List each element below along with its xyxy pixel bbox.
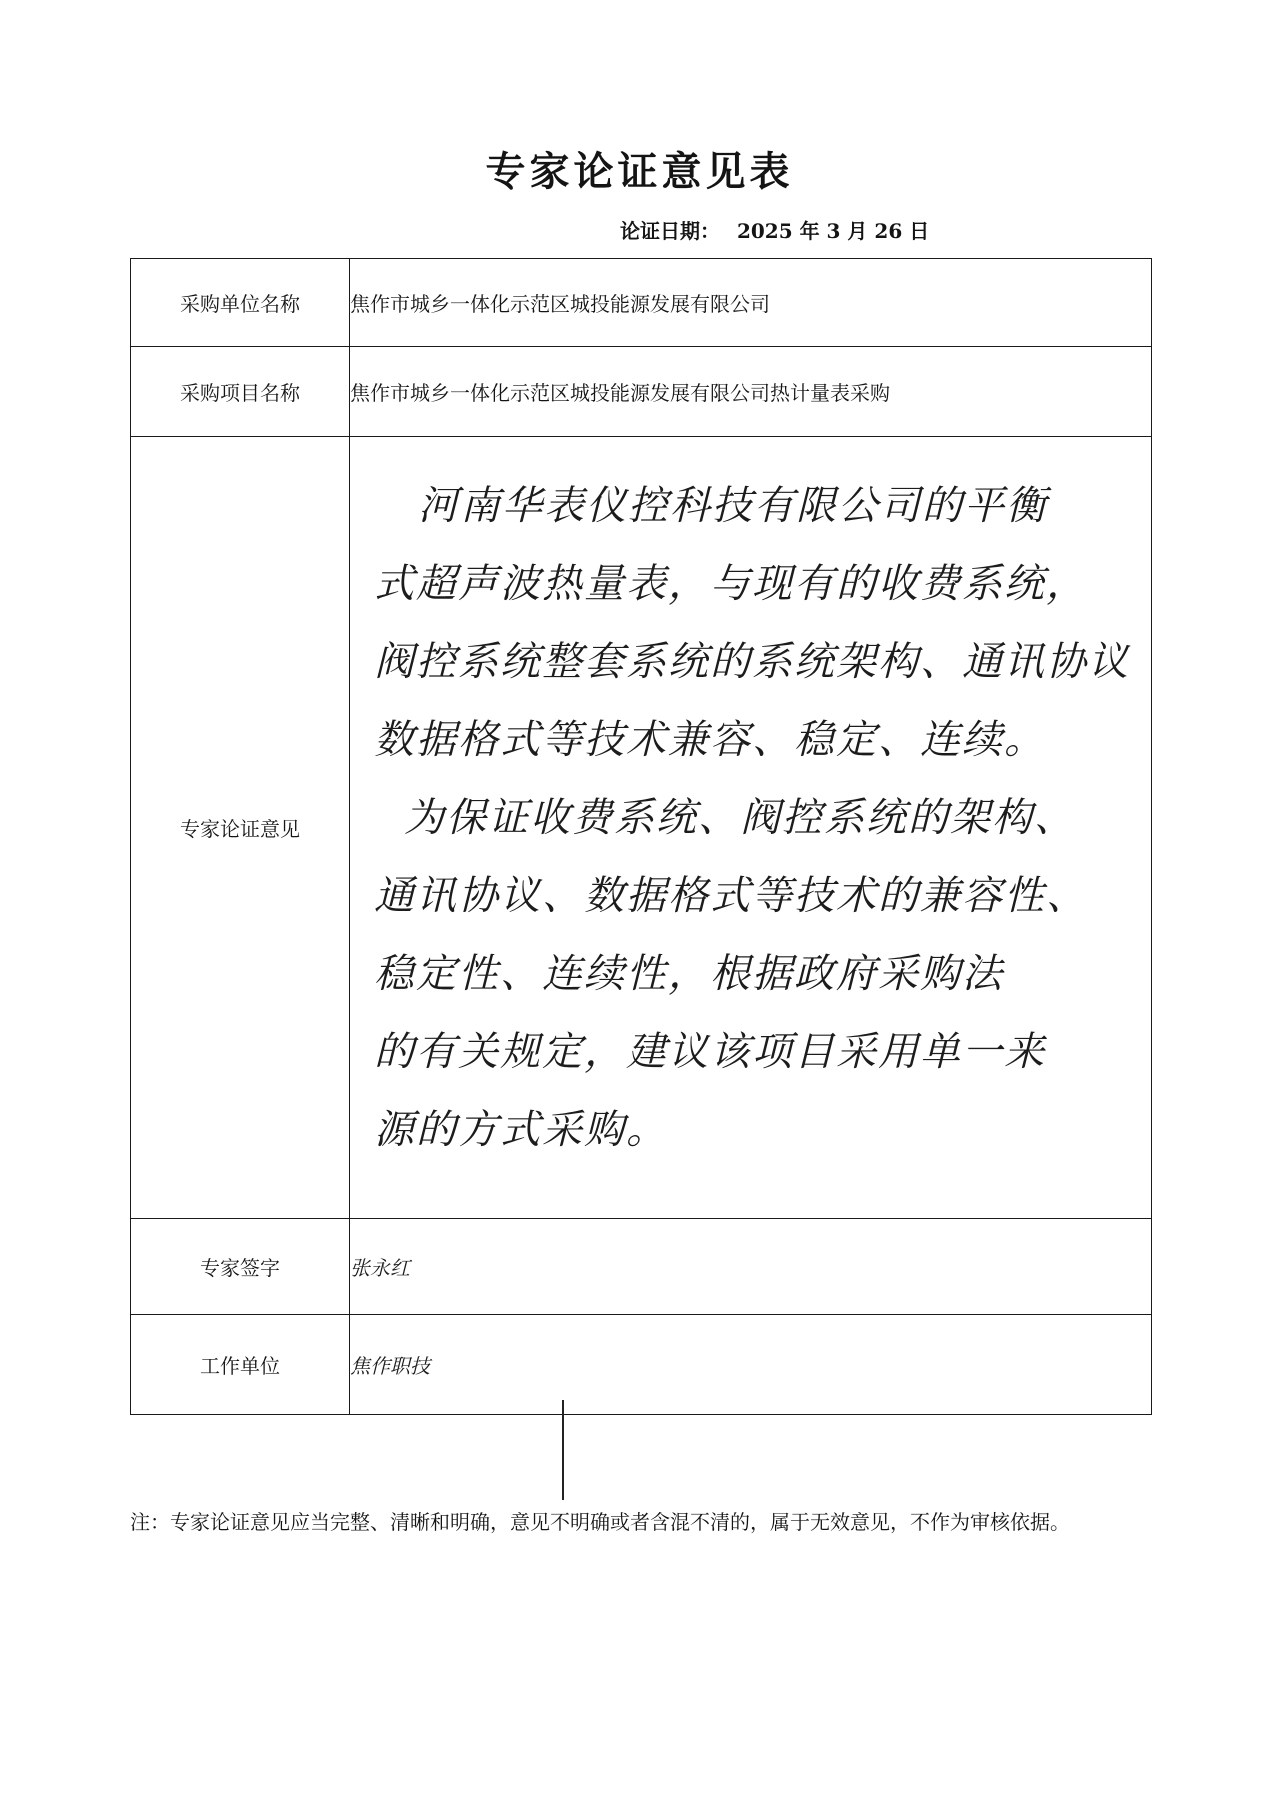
project-label: 采购项目名称 (131, 347, 350, 437)
opinion-line: 通讯协议、数据格式等技术的兼容性、 (374, 873, 1088, 919)
project-row (131, 347, 1152, 437)
purchaser-value: 焦作市城乡一体化示范区城投能源发展有限公司 (350, 259, 1152, 347)
signature-row (131, 1219, 1152, 1315)
date-line (620, 215, 939, 244)
opinion-form-table (130, 258, 1152, 1415)
date-value: 2025 年 3 月 26 日 (736, 219, 930, 243)
date-label: 论证日期： (620, 219, 720, 243)
opinion-row (131, 437, 1152, 1219)
project-value: 焦作市城乡一体化示范区城投能源发展有限公司热计量表采购 (350, 347, 1152, 437)
opinion-cell (350, 437, 1152, 1219)
opinion-line: 阀控系统整套系统的系统架构、通讯协议 (374, 639, 1130, 685)
signature-label: 专家签字 (131, 1219, 350, 1315)
opinion-line: 稳定性、连续性，根据政府采购法 (374, 951, 1004, 997)
opinion-line: 河南华表仪控科技有限公司的平衡 (418, 483, 1048, 529)
opinion-line: 源的方式采购。 (374, 1107, 668, 1153)
expert-signature: 张永红 (350, 1219, 1152, 1315)
opinion-line: 为保证收费系统、阀控系统的架构、 (404, 795, 1076, 841)
pen-stroke (562, 1400, 564, 1500)
opinion-label: 专家论证意见 (131, 437, 350, 1219)
workplace-value: 焦作职技 (350, 1315, 1152, 1415)
opinion-line: 的有关规定，建议该项目采用单一来 (374, 1029, 1046, 1075)
workplace-row (131, 1315, 1152, 1415)
purchaser-row (131, 259, 1152, 347)
purchaser-label: 采购单位名称 (131, 259, 350, 347)
opinion-line: 数据格式等技术兼容、稳定、连续。 (374, 717, 1046, 763)
opinion-line: 式超声波热量表，与现有的收费系统， (374, 561, 1088, 607)
workplace-label: 工作单位 (131, 1315, 350, 1415)
footnote: 注：专家论证意见应当完整、清晰和明确，意见不明确或者含混不清的，属于无效意见，不作为审核依据。 (130, 1510, 1070, 1534)
document-title: 专家论证意见表 (485, 148, 794, 195)
handwritten-opinion (374, 467, 1134, 1169)
